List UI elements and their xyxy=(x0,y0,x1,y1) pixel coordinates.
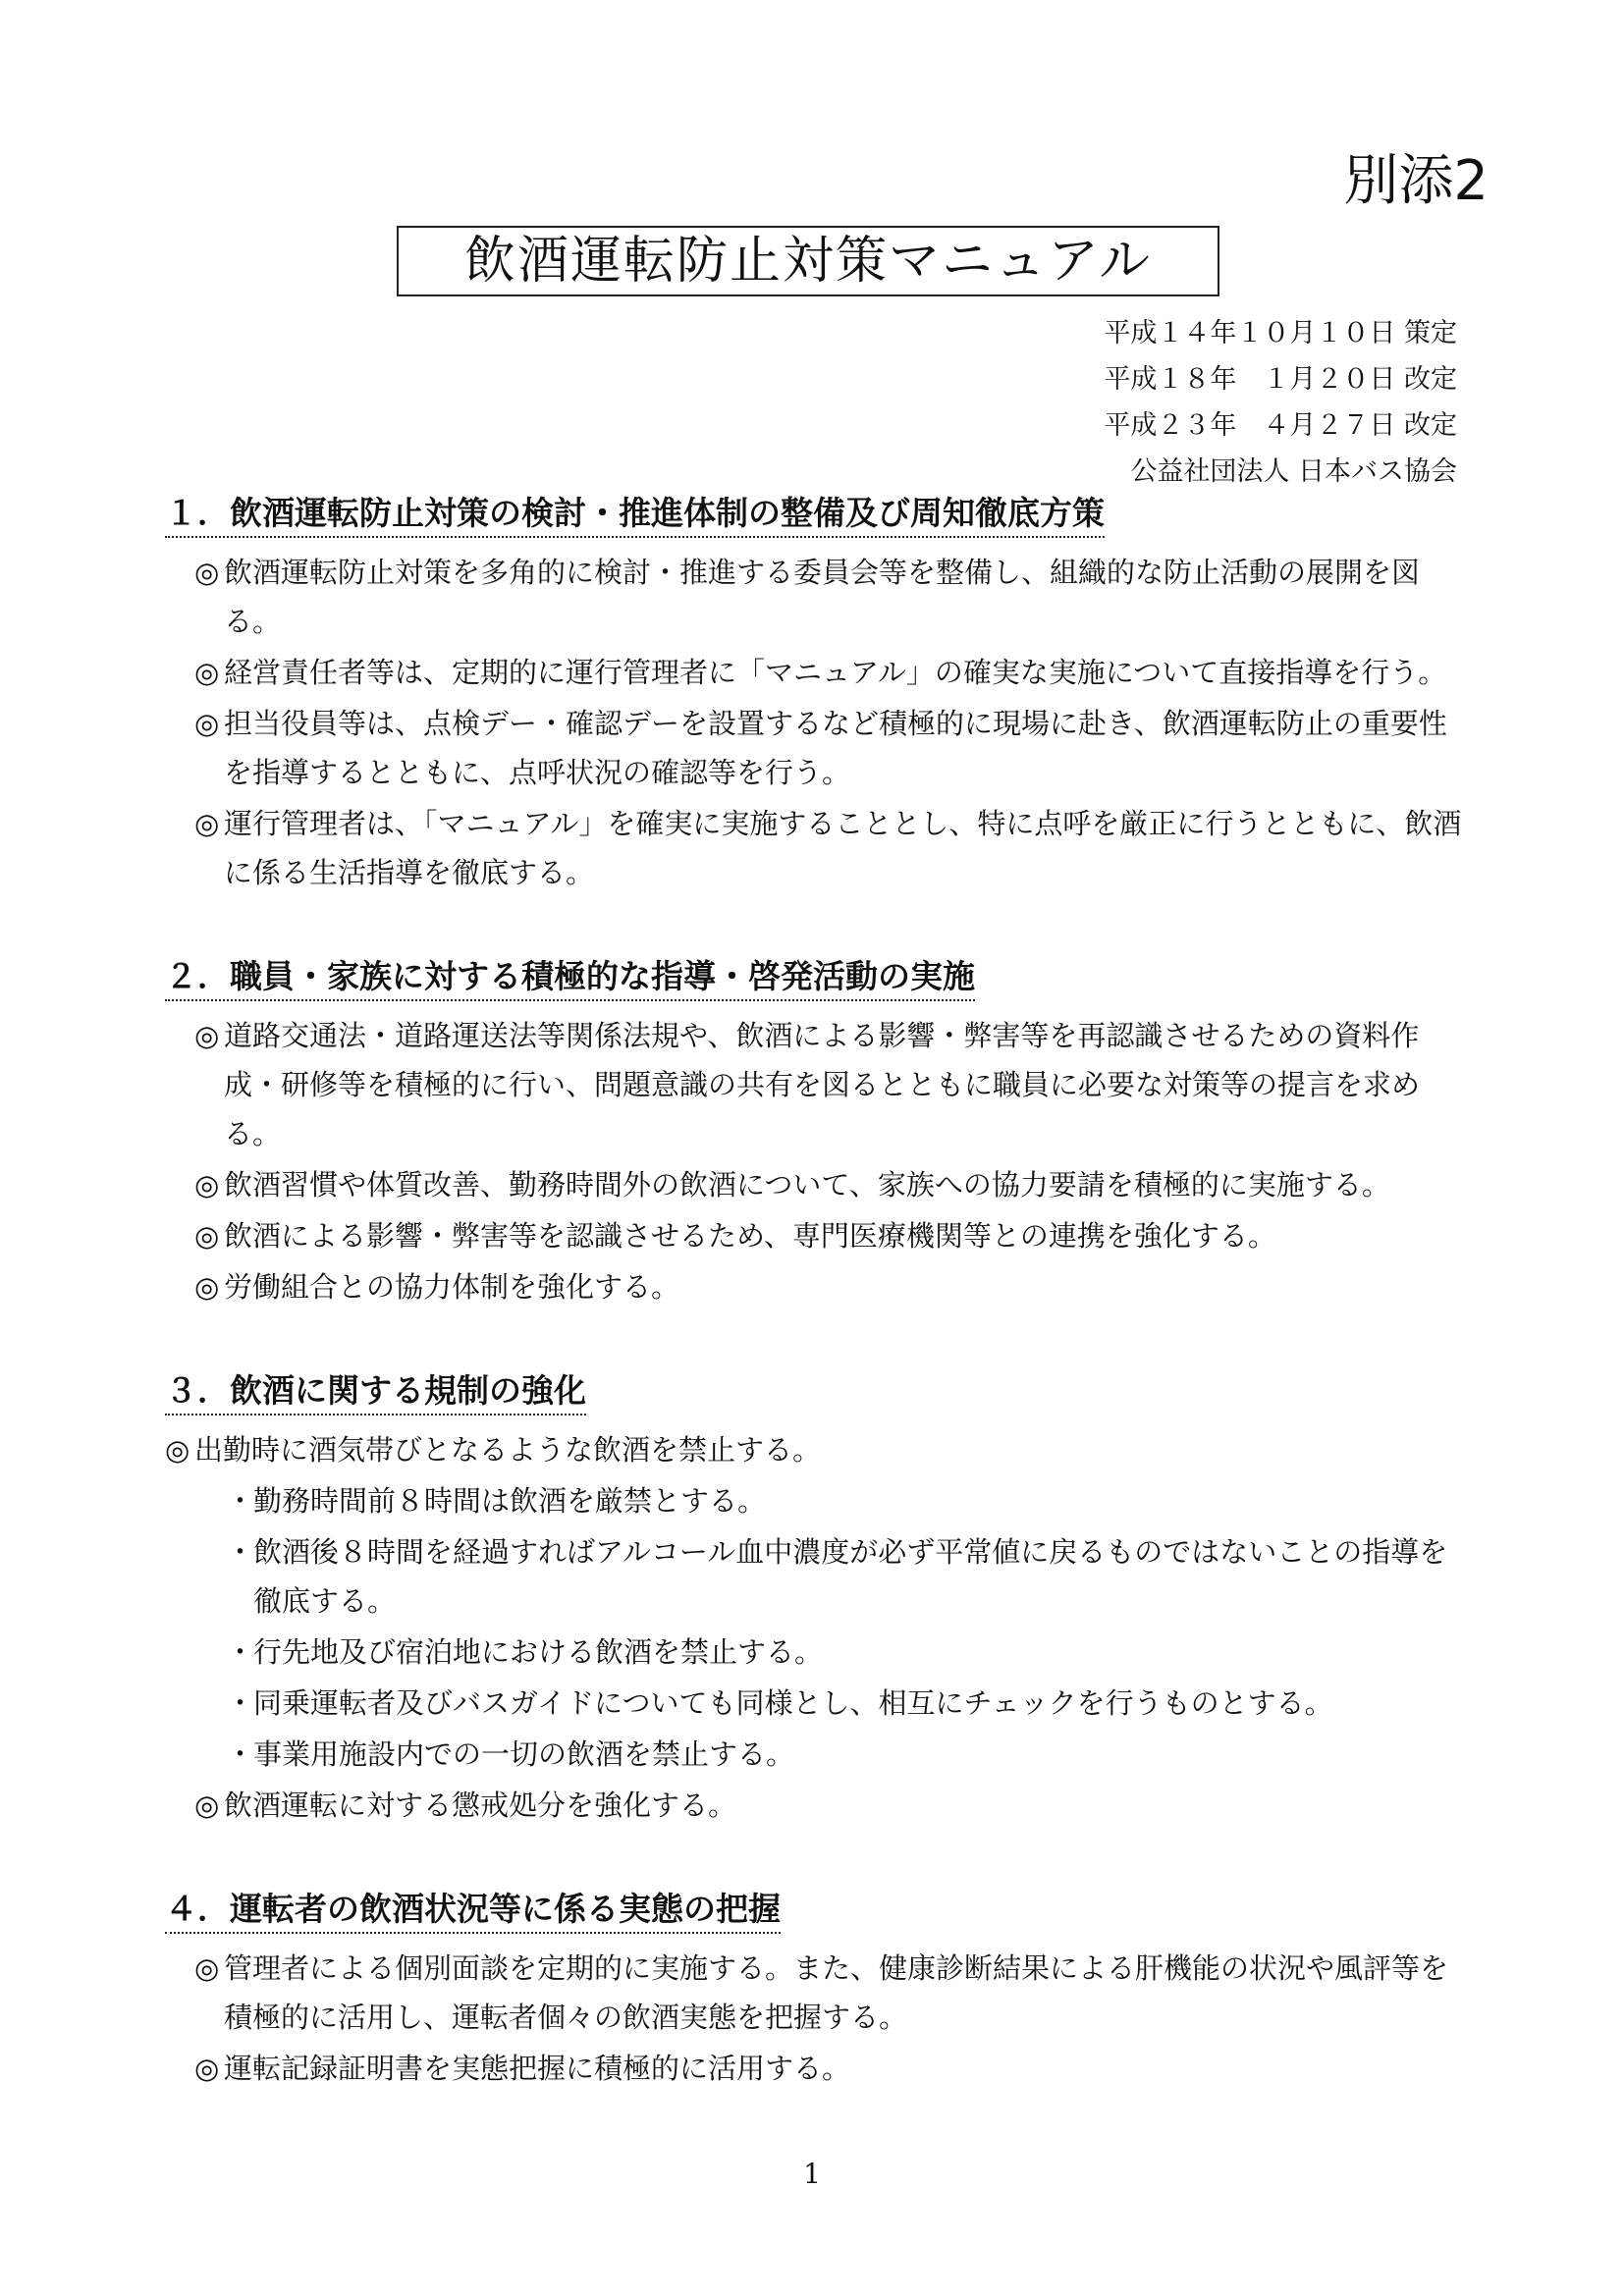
middle-dot-bullet-icon: ・ xyxy=(226,1635,255,1669)
sub-list-item-text: 飲酒後８時間を経過すればアルコール血中濃度が必ず平常値に戻るものではないことの指導を徹底する。 xyxy=(253,1535,1448,1618)
double-circle-bullet-icon: ◎ xyxy=(194,1168,220,1201)
sub-list-item xyxy=(165,1730,1471,1779)
revision-line: 平成１４年１０月１０日 策定 xyxy=(1104,318,1457,348)
section-3 xyxy=(165,1368,1471,1830)
list-item-text: 飲酒運転防止対策を多角的に検討・推進する委員会等を整備し、組織的な防止活動の展開を図る。 xyxy=(224,556,1421,638)
list-item-text: 運転記録証明書を実態把握に積極的に活用する。 xyxy=(224,2052,851,2085)
list-item-text: 飲酒習慣や体質改善、勤務時間外の飲酒について、家族への協力要請を積極的に実施する。 xyxy=(224,1168,1390,1201)
sub-list-item-text: 事業用施設内での一切の飲酒を禁止する。 xyxy=(253,1737,795,1771)
section-heading: １．飲酒運転防止対策の検討・推進体制の整備及び周知徹底方策 xyxy=(165,491,1105,538)
list-item-text: 飲酒運転に対する懲戒処分を強化する。 xyxy=(224,1789,737,1822)
double-circle-bullet-icon: ◎ xyxy=(194,1789,220,1822)
section-2 xyxy=(165,954,1471,1311)
list-item-text: 運行管理者は、「マニュアル」を確実に実施することとし、特に点呼を厳正に行うとともに、飲酒に係る生活指導を徹底する。 xyxy=(224,807,1462,889)
middle-dot-bullet-icon: ・ xyxy=(226,1484,255,1518)
list-item xyxy=(165,1211,1471,1260)
double-circle-bullet-icon: ◎ xyxy=(194,1019,220,1052)
section-heading: ２．職員・家族に対する積極的な指導・啓発活動の実施 xyxy=(165,954,975,1001)
issuing-organization: 公益社団法人 日本バス協会 xyxy=(1130,456,1457,487)
attachment-label: 別添2 xyxy=(1343,149,1489,213)
list-item-text: 経営責任者等は、定期的に運行管理者に「マニュアル」の確実な実施について直接指導を行う。 xyxy=(224,656,1447,689)
sub-list-item xyxy=(165,1628,1471,1677)
page-number: 1 xyxy=(803,2158,821,2190)
sub-list-item-text: 行先地及び宿泊地における飲酒を禁止する。 xyxy=(253,1635,824,1669)
middle-dot-bullet-icon: ・ xyxy=(226,1737,255,1771)
double-circle-bullet-icon: ◎ xyxy=(194,1270,220,1304)
double-circle-bullet-icon: ◎ xyxy=(194,656,220,689)
section-heading: ４．運転者の飲酒状況等に係る実態の把握 xyxy=(165,1887,781,1934)
revision-line: 平成２３年 ４月２７日 改定 xyxy=(1104,410,1457,441)
double-circle-bullet-icon: ◎ xyxy=(194,2052,220,2085)
sub-list-item-text: 同乗運転者及びバスガイドについても同様とし、相互にチェックを行うものとする。 xyxy=(253,1686,1333,1720)
sub-list-item xyxy=(165,1476,1471,1525)
middle-dot-bullet-icon: ・ xyxy=(226,1686,255,1720)
sub-list-item xyxy=(165,1679,1471,1728)
list-item xyxy=(165,548,1471,646)
list-item xyxy=(165,648,1471,697)
double-circle-bullet-icon: ◎ xyxy=(165,1433,190,1467)
section-heading: ３．飲酒に関する規制の強化 xyxy=(165,1368,586,1415)
section-4 xyxy=(165,1887,1471,2093)
list-item xyxy=(165,1011,1471,1158)
list-item xyxy=(165,799,1471,897)
list-item xyxy=(165,1944,1471,2042)
document-body xyxy=(165,491,1471,2150)
revision-history xyxy=(1104,310,1457,495)
list-item-text: 労働組合との協力体制を強化する。 xyxy=(224,1270,680,1304)
list-item xyxy=(165,1425,1471,1474)
sub-list-item-text: 勤務時間前８時間は飲酒を厳禁とする。 xyxy=(253,1484,767,1518)
sub-list-item xyxy=(165,1527,1471,1626)
list-item-text: 担当役員等は、点検デー・確認デーを設置するなど積極的に現場に赴き、飲酒運転防止の重要性を指導するとともに、点呼状況の確認等を行う。 xyxy=(224,707,1447,789)
double-circle-bullet-icon: ◎ xyxy=(194,807,220,840)
revision-line: 平成１８年 １月２０日 改定 xyxy=(1104,364,1457,395)
list-item-text: 出勤時に酒気帯びとなるような飲酒を禁止する。 xyxy=(194,1433,822,1467)
list-item xyxy=(165,1781,1471,1830)
document-title: 飲酒運転防止対策マニュアル xyxy=(397,226,1219,296)
double-circle-bullet-icon: ◎ xyxy=(194,707,220,740)
double-circle-bullet-icon: ◎ xyxy=(194,1951,220,1985)
double-circle-bullet-icon: ◎ xyxy=(194,556,220,589)
list-item xyxy=(165,2044,1471,2093)
list-item-text: 管理者による個別面談を定期的に実施する。また、健康診断結果による肝機能の状況や風評等を積極的に活用し、運転者個々の飲酒実態を把握する。 xyxy=(224,1951,1449,2034)
double-circle-bullet-icon: ◎ xyxy=(194,1219,220,1253)
list-item xyxy=(165,1160,1471,1209)
list-item xyxy=(165,699,1471,797)
middle-dot-bullet-icon: ・ xyxy=(226,1535,255,1569)
list-item-text: 道路交通法・道路運送法等関係法規や、飲酒による影響・弊害等を再認識させるための資料作成・研修等を積極的に行い、問題意識の共有を図るとともに職員に必要な対策等の提言を求める。 xyxy=(224,1019,1421,1150)
section-1 xyxy=(165,491,1471,897)
list-item-text: 飲酒による影響・弊害等を認識させるため、専門医療機関等との連携を強化する。 xyxy=(224,1219,1276,1253)
list-item xyxy=(165,1262,1471,1311)
